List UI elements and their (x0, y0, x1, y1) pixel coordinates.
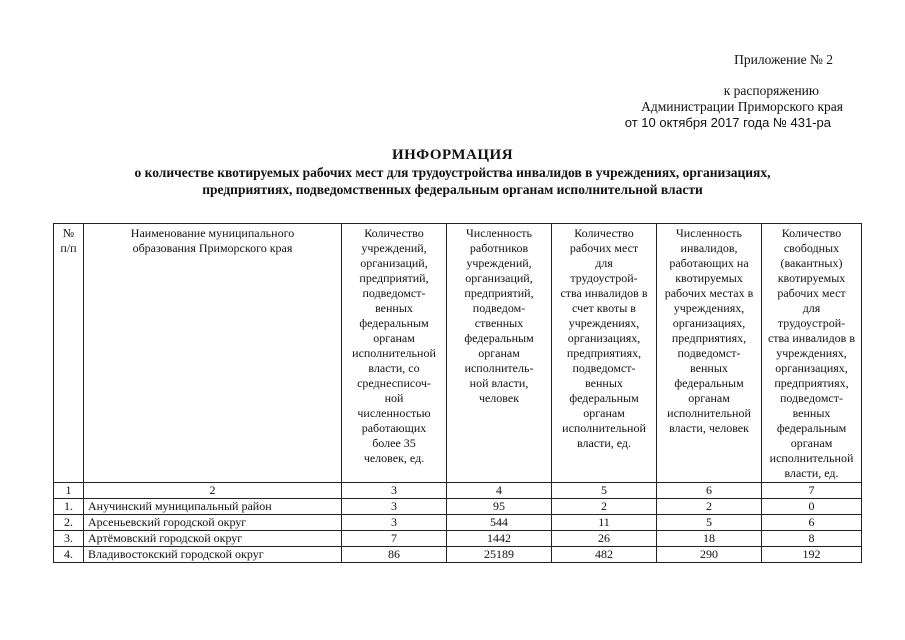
row-index-cell: 1. (54, 499, 84, 515)
column-header-line: органам (688, 391, 730, 405)
column-header-line: предприятиях, (566, 346, 642, 360)
column-header-line: венных (690, 361, 728, 375)
quota-table (53, 223, 862, 563)
column-header-line: учреждений, (466, 256, 532, 270)
column-header-2 (84, 224, 342, 483)
column-header-line: человек, ед. (363, 451, 425, 465)
column-header-line: подведомст- (677, 346, 741, 360)
column-header-line: органам (583, 406, 625, 420)
column-header-line: п/п (60, 241, 77, 255)
annex-administration: Администрации Приморского края (641, 99, 843, 114)
column-header-line: власти, ед. (784, 466, 839, 480)
table-body (54, 483, 862, 563)
column-header-line: органам (790, 436, 833, 450)
column-header-line: подведомст- (780, 391, 843, 405)
column-header-line: образования Приморского края (132, 241, 293, 255)
column-header-line: власти, человек (669, 421, 749, 435)
column-header-line: федеральным (569, 391, 639, 405)
column-header-line: ной (384, 391, 404, 405)
table-header-row (54, 224, 862, 483)
column-number-cell: 3 (342, 483, 447, 499)
column-header-1 (54, 224, 84, 483)
column-header-line: рабочих местах в (664, 286, 754, 300)
value-cell: 544 (447, 515, 552, 531)
column-header-line: среднесписоч- (357, 376, 431, 390)
value-cell: 3 (342, 499, 447, 515)
column-header-line: работников (469, 241, 529, 255)
column-header-line: органам (478, 346, 520, 360)
column-header-line: организаций, (360, 256, 428, 270)
column-header-5 (552, 224, 657, 483)
column-header-line: подведом- (472, 301, 526, 315)
value-cell: 482 (552, 547, 657, 563)
column-header-line: человек (478, 391, 520, 405)
column-header-line: исполнитель- (464, 361, 534, 375)
column-header-line: для (802, 301, 821, 315)
table-row (54, 515, 862, 531)
column-header-line: Численность (465, 226, 533, 240)
column-header-line: предприятий, (464, 286, 534, 300)
column-header-line: работающих на (669, 256, 749, 270)
column-header-line: венных (375, 301, 413, 315)
value-cell: 25189 (447, 547, 552, 563)
column-header-6 (657, 224, 762, 483)
column-header-line: численностью (357, 406, 431, 420)
column-header-line: Количество (574, 226, 634, 240)
annex-date: от 10 октября 2017 года № 431-ра (624, 115, 831, 130)
column-header-line: предприятиях, (671, 331, 747, 345)
column-number-cell: 4 (447, 483, 552, 499)
value-cell: 6 (762, 515, 862, 531)
column-header-line: Количество (781, 226, 842, 240)
column-header-line: учреждениях, (568, 316, 640, 330)
value-cell: 95 (447, 499, 552, 515)
table-row (54, 499, 862, 515)
column-number-cell: 1 (54, 483, 84, 499)
column-header-line: власти, ед. (576, 436, 632, 450)
column-header-line: организациях, (775, 361, 848, 375)
value-cell: 8 (762, 531, 862, 547)
column-header-line: исполнительной (769, 451, 854, 465)
column-header-line: учреждений, (361, 241, 427, 255)
column-header-line: рабочих мест (777, 286, 846, 300)
column-header-line: предприятий, (359, 271, 429, 285)
column-header-line: ства инвалидов в (560, 286, 648, 300)
value-cell: 2 (552, 499, 657, 515)
column-header-line: подведомст- (572, 361, 636, 375)
column-number-cell: 2 (84, 483, 342, 499)
value-cell: 11 (552, 515, 657, 531)
column-header-line: учреждениях, (673, 301, 745, 315)
column-header-3 (342, 224, 447, 483)
column-header-line: трудоустрой- (570, 271, 638, 285)
column-header-line: квотируемых (777, 271, 846, 285)
column-header-line: исполнительной (667, 406, 751, 420)
column-number-row (54, 483, 862, 499)
value-cell: 2 (657, 499, 762, 515)
value-cell: 0 (762, 499, 862, 515)
column-header-line: ной власти, (469, 376, 529, 390)
column-header-line: (вакантных) (780, 256, 843, 270)
annex-reference: к распоряжению (723, 83, 819, 98)
column-number-cell: 6 (657, 483, 762, 499)
column-header-line: рабочих мест (569, 241, 639, 255)
value-cell: 192 (762, 547, 862, 563)
row-index-cell: 4. (54, 547, 84, 563)
value-cell: 26 (552, 531, 657, 547)
column-header-line: Количество (364, 226, 424, 240)
column-header-line: работающих (361, 421, 427, 435)
municipality-name-cell: Владивостокский городской округ (84, 547, 342, 563)
column-header-line: № (62, 226, 75, 240)
document-title: ИНФОРМАЦИЯ (391, 147, 514, 163)
column-header-line: инвалидов, (680, 241, 738, 255)
column-header-4 (447, 224, 552, 483)
value-cell: 86 (342, 547, 447, 563)
column-header-line: предприятиях, (774, 376, 849, 390)
column-header-line: ства инвалидов в (767, 331, 856, 345)
column-header-line: квотируемых (675, 271, 743, 285)
column-number-cell: 5 (552, 483, 657, 499)
column-header-line: счет квоты в (572, 301, 636, 315)
column-header-line: исполнительной (562, 421, 646, 435)
column-header-line: власти, со (368, 361, 420, 375)
row-index-cell: 3. (54, 531, 84, 547)
municipality-name-cell: Анучинский муниципальный район (84, 499, 342, 515)
table-row (54, 531, 862, 547)
column-header-line: для (595, 256, 613, 270)
value-cell: 5 (657, 515, 762, 531)
column-header-line: федеральным (464, 331, 534, 345)
column-header-line: ственных (474, 316, 524, 330)
document-subtitle-line-2: предприятиях, подведомственных федеральным органам исполнительной власти (202, 182, 703, 197)
column-header-line: подведомст- (362, 286, 426, 300)
column-header-line: Наименование муниципального (130, 226, 295, 240)
value-cell: 3 (342, 515, 447, 531)
column-header-line: венных (585, 376, 623, 390)
column-header-line: федеральным (776, 421, 847, 435)
value-cell: 18 (657, 531, 762, 547)
column-header-line: органам (373, 331, 415, 345)
value-cell: 1442 (447, 531, 552, 547)
column-header-line: Численность (675, 226, 743, 240)
row-index-cell: 2. (54, 515, 84, 531)
column-header-line: учреждениях, (776, 346, 847, 360)
column-header-line: свободных (783, 241, 840, 255)
value-cell: 7 (342, 531, 447, 547)
municipality-name-cell: Арсеньевский городской округ (84, 515, 342, 531)
column-header-line: более 35 (372, 436, 416, 450)
table-row (54, 547, 862, 563)
value-cell: 290 (657, 547, 762, 563)
column-header-line: трудоустрой- (777, 316, 846, 330)
column-header-line: организациях, (672, 316, 746, 330)
column-header-line: исполнительной (352, 346, 436, 360)
column-header-line: федеральным (359, 316, 429, 330)
column-header-line: венных (792, 406, 831, 420)
column-header-line: организаций, (465, 271, 533, 285)
municipality-name-cell: Артёмовский городской округ (84, 531, 342, 547)
column-header-line: организациях, (567, 331, 641, 345)
document-subtitle-line-1: о количестве квотируемых рабочих мест для трудоустройства инвалидов в учреждениях, организациях, (134, 165, 771, 180)
annex-title: Приложение № 2 (734, 52, 833, 67)
column-header-7 (762, 224, 862, 483)
column-number-cell: 7 (762, 483, 862, 499)
column-header-line: федеральным (674, 376, 744, 390)
